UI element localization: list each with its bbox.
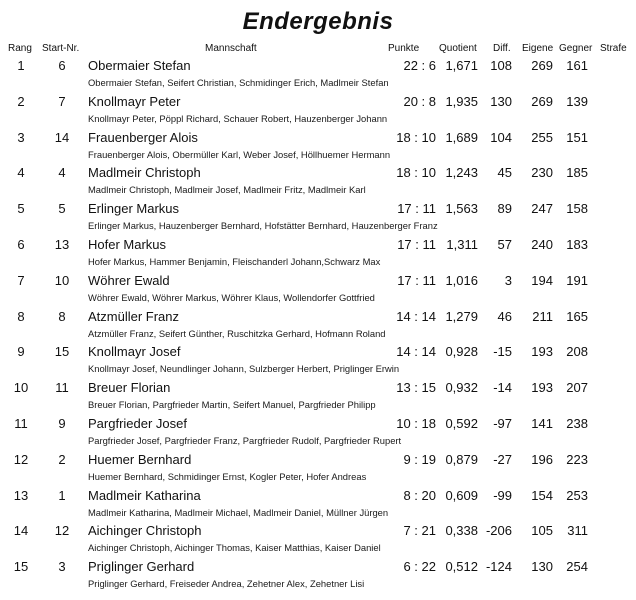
gegner-cell: 139 <box>566 93 588 109</box>
rang-cell: 8 <box>17 308 25 324</box>
punkte-cell: 14 : 14 <box>396 344 436 360</box>
team-members: Hofer Markus, Hammer Benjamin, Fleischanderl Johann,Schwarz Max <box>88 255 381 267</box>
gegner-cell: 183 <box>566 236 588 252</box>
table-row <box>0 236 636 272</box>
table-row <box>0 343 636 379</box>
rang-cell: 6 <box>17 236 25 252</box>
results-table <box>0 57 636 594</box>
team-name: Hofer Markus <box>88 236 167 252</box>
team-members: Wöhrer Ewald, Wöhrer Markus, Wöhrer Klaus, Wollendorfer Gottfried <box>88 291 375 303</box>
start-nr-cell: 4 <box>58 165 66 181</box>
gegner-cell: 253 <box>566 487 588 503</box>
header-strafe: Strafe <box>600 43 627 54</box>
punkte-cell: 7 : 21 <box>403 523 436 539</box>
eigene-cell: 255 <box>531 129 553 145</box>
team-name: Atzmüller Franz <box>88 308 180 324</box>
eigene-cell: 193 <box>531 344 553 360</box>
diff-cell: 108 <box>490 58 512 73</box>
team-members: Priglinger Gerhard, Freiseder Andrea, Zehetner Alex, Zehetner Lisi <box>88 578 365 590</box>
team-name: Knollmayr Josef <box>88 344 181 360</box>
team-members: Knollmayr Josef, Neundlinger Johann, Sulzberger Herbert, Priglinger Erwin <box>88 363 400 375</box>
punkte-cell: 18 : 10 <box>396 165 436 181</box>
table-row <box>0 415 636 451</box>
eigene-cell: 196 <box>531 451 553 467</box>
team-members: Madlmeir Katharina, Madlmeir Michael, Madlmeir Daniel, Müllner Jürgen <box>88 506 389 518</box>
team-members: Madlmeir Christoph, Madlmeir Josef, Madlmeir Fritz, Madlmeir Karl <box>88 184 366 196</box>
punkte-cell: 17 : 11 <box>397 272 436 288</box>
gegner-cell: 158 <box>566 201 588 217</box>
diff-cell: 130 <box>490 93 512 109</box>
quotient-cell: 1,279 <box>445 308 478 324</box>
rang-cell: 1 <box>17 58 25 73</box>
quotient-cell: 1,311 <box>446 236 478 252</box>
punkte-cell: 8 : 20 <box>403 487 436 503</box>
quotient-cell: 0,928 <box>445 344 478 360</box>
header-diff: Diff. <box>493 43 511 54</box>
rang-cell: 4 <box>17 165 25 181</box>
team-name: Aichinger Christoph <box>88 523 202 539</box>
team-name: Huemer Bernhard <box>88 451 192 467</box>
eigene-cell: 211 <box>532 308 553 324</box>
quotient-cell: 1,671 <box>445 58 478 73</box>
punkte-cell: 17 : 11 <box>397 201 436 217</box>
table-row <box>0 93 636 129</box>
quotient-cell: 0,338 <box>445 523 478 539</box>
team-name: Knollmayr Peter <box>88 93 181 109</box>
punkte-cell: 9 : 19 <box>403 451 436 467</box>
team-members: Obermaier Stefan, Seifert Christian, Schmidinger Erich, Madlmeir Stefan <box>88 77 389 88</box>
quotient-cell: 0,512 <box>445 559 478 575</box>
diff-cell: -14 <box>493 380 512 396</box>
team-members: Huemer Bernhard, Schmidinger Ernst, Kogler Peter, Hofer Andreas <box>88 470 367 482</box>
gegner-cell: 223 <box>566 451 588 467</box>
header-quotient: Quotient <box>439 43 477 54</box>
header-eigene: Eigene <box>522 43 554 54</box>
gegner-cell: 207 <box>566 380 588 396</box>
punkte-cell: 20 : 8 <box>403 93 436 109</box>
gegner-cell: 254 <box>566 559 588 575</box>
team-members: Pargfrieder Josef, Pargfrieder Franz, Pargfrieder Rudolf, Pargfrieder Rupert <box>88 434 402 446</box>
start-nr-cell: 5 <box>58 201 66 217</box>
gegner-cell: 311 <box>567 523 588 539</box>
table-row <box>0 272 636 308</box>
eigene-cell: 105 <box>531 523 553 539</box>
quotient-cell: 1,243 <box>445 165 478 181</box>
start-nr-cell: 9 <box>58 415 66 431</box>
rang-cell: 2 <box>17 93 25 109</box>
rang-cell: 14 <box>13 523 29 539</box>
eigene-cell: 130 <box>531 559 553 575</box>
team-name: Wöhrer Ewald <box>88 272 170 288</box>
diff-cell: -15 <box>493 344 512 360</box>
diff-cell: -97 <box>493 415 512 431</box>
punkte-cell: 10 : 18 <box>396 415 436 431</box>
table-row <box>0 451 636 487</box>
team-members: Atzmüller Franz, Seifert Günther, Ruschitzka Gerhard, Hofmann Roland <box>88 327 386 339</box>
team-name: Erlinger Markus <box>88 201 180 217</box>
start-nr-cell: 7 <box>58 93 66 109</box>
team-members: Erlinger Markus, Hauzenberger Bernhard, Hofstätter Bernhard, Hauzenberger Franz <box>88 220 438 232</box>
rang-cell: 9 <box>17 344 25 360</box>
diff-cell: 46 <box>497 308 512 324</box>
diff-cell: 3 <box>504 272 512 288</box>
punkte-cell: 14 : 14 <box>396 308 436 324</box>
rang-cell: 11 <box>14 415 28 431</box>
gegner-cell: 151 <box>566 129 588 145</box>
eigene-cell: 240 <box>531 236 553 252</box>
punkte-cell: 17 : 11 <box>397 236 436 252</box>
quotient-cell: 1,563 <box>445 201 478 217</box>
table-row <box>0 57 636 93</box>
punkte-cell: 6 : 22 <box>403 559 436 575</box>
header-mannschaft: Mannschaft <box>205 43 257 54</box>
gegner-cell: 185 <box>566 165 588 181</box>
eigene-cell: 230 <box>531 165 553 181</box>
quotient-cell: 1,935 <box>445 93 478 109</box>
diff-cell: -124 <box>485 559 512 575</box>
eigene-cell: 194 <box>531 272 553 288</box>
start-nr-cell: 3 <box>58 559 66 575</box>
quotient-cell: 1,689 <box>445 129 478 145</box>
eigene-cell: 269 <box>531 93 553 109</box>
gegner-cell: 165 <box>566 308 588 324</box>
team-name: Pargfrieder Josef <box>88 415 187 431</box>
team-members: Breuer Florian, Pargfrieder Martin, Seifert Manuel, Pargfrieder Philipp <box>88 399 376 411</box>
team-name: Obermaier Stefan <box>88 58 191 73</box>
diff-cell: 89 <box>497 201 512 217</box>
team-name: Breuer Florian <box>88 380 171 396</box>
table-row <box>0 129 636 165</box>
eigene-cell: 193 <box>531 380 553 396</box>
quotient-cell: 1,016 <box>445 272 478 288</box>
diff-cell: 104 <box>490 129 512 145</box>
quotient-cell: 0,932 <box>445 380 478 396</box>
header-punkte: Punkte <box>388 43 420 54</box>
start-nr-cell: 8 <box>58 308 66 324</box>
diff-cell: -206 <box>485 523 512 539</box>
team-name: Madlmeir Christoph <box>88 165 201 181</box>
rang-cell: 3 <box>17 129 25 145</box>
team-members: Knollmayr Peter, Pöppl Richard, Schauer Robert, Hauzenberger Johann <box>88 112 388 124</box>
page-title: Endergebnis <box>242 8 394 35</box>
start-nr-cell: 10 <box>54 272 70 288</box>
start-nr-cell: 14 <box>54 129 70 145</box>
punkte-cell: 13 : 15 <box>396 380 436 396</box>
punkte-cell: 22 : 6 <box>403 58 436 73</box>
rang-cell: 13 <box>13 487 29 503</box>
table-row <box>0 487 636 523</box>
start-nr-cell: 6 <box>58 58 66 73</box>
start-nr-cell: 1 <box>58 487 66 503</box>
team-name: Frauenberger Alois <box>88 129 198 145</box>
table-row <box>0 308 636 344</box>
table-row <box>0 200 636 236</box>
start-nr-cell: 2 <box>58 451 66 467</box>
rang-cell: 7 <box>17 272 25 288</box>
team-members: Aichinger Christoph, Aichinger Thomas, Kaiser Matthias, Kaiser Daniel <box>88 542 381 554</box>
diff-cell: 57 <box>497 236 512 252</box>
diff-cell: 45 <box>497 165 512 181</box>
rang-cell: 10 <box>13 380 29 396</box>
quotient-cell: 0,879 <box>445 451 478 467</box>
header-start-nr: Start-Nr. <box>42 43 80 54</box>
team-name: Madlmeir Katharina <box>88 487 201 503</box>
punkte-cell: 18 : 10 <box>396 129 436 145</box>
header-gegner: Gegner <box>559 43 593 54</box>
rang-cell: 12 <box>13 451 29 467</box>
team-name: Priglinger Gerhard <box>88 559 195 575</box>
quotient-cell: 0,609 <box>445 487 478 503</box>
diff-cell: -99 <box>493 487 512 503</box>
header-rang: Rang <box>8 43 32 54</box>
table-row <box>0 379 636 415</box>
rang-cell: 15 <box>13 559 29 575</box>
gegner-cell: 191 <box>566 272 588 288</box>
diff-cell: -27 <box>493 451 512 467</box>
eigene-cell: 247 <box>531 201 553 217</box>
table-row <box>0 558 636 594</box>
table-row <box>0 164 636 200</box>
start-nr-cell: 12 <box>54 523 70 539</box>
start-nr-cell: 13 <box>54 236 70 252</box>
start-nr-cell: 15 <box>54 344 70 360</box>
eigene-cell: 269 <box>531 58 553 73</box>
table-row <box>0 522 636 558</box>
gegner-cell: 238 <box>566 415 588 431</box>
rang-cell: 5 <box>17 201 25 217</box>
quotient-cell: 0,592 <box>445 415 478 431</box>
gegner-cell: 208 <box>566 344 588 360</box>
start-nr-cell: 11 <box>55 380 69 396</box>
gegner-cell: 161 <box>566 58 588 73</box>
team-members: Frauenberger Alois, Obermüller Karl, Weber Josef, Höllhuemer Hermann <box>88 148 391 160</box>
eigene-cell: 154 <box>531 487 553 503</box>
eigene-cell: 141 <box>531 415 553 431</box>
